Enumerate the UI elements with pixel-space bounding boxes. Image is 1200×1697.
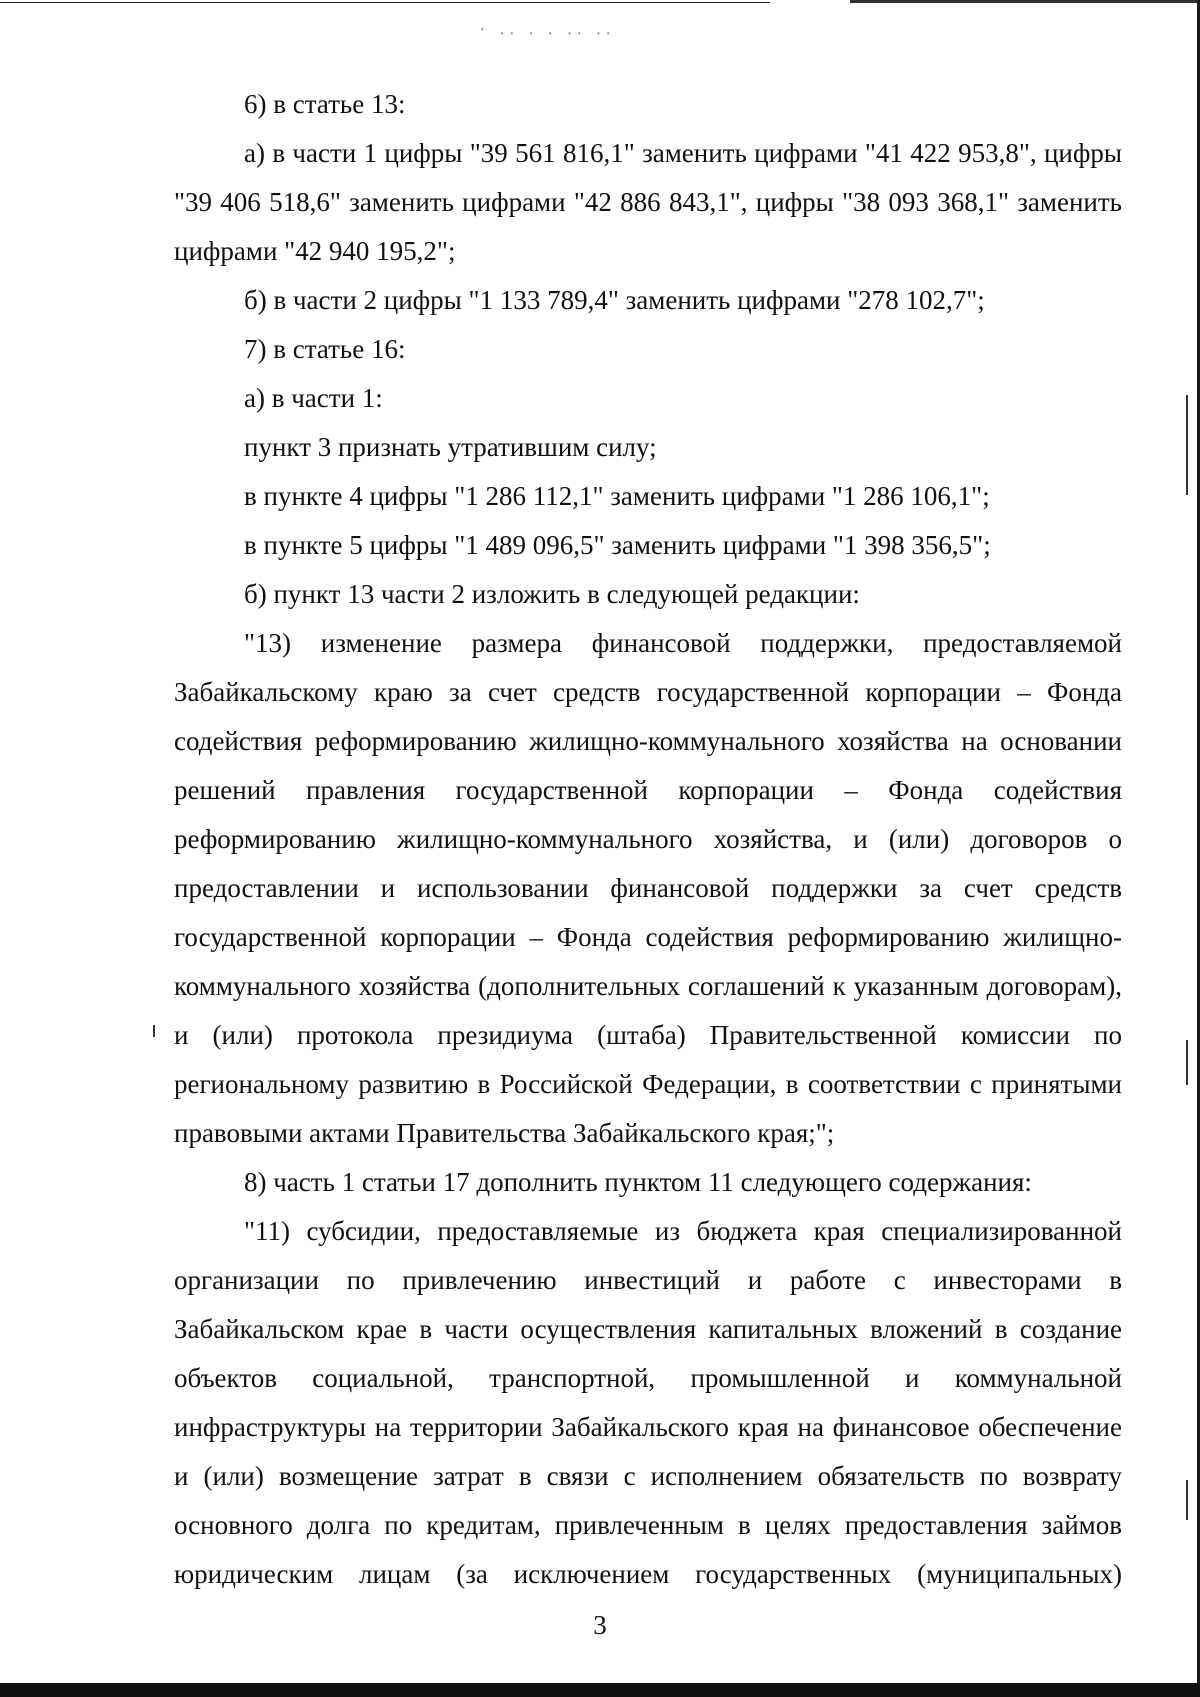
- scan-artifact-top-right-line: [850, 0, 1200, 3]
- paragraph-quote-13: "13) изменение размера финансовой поддержки, предоставляемой Забайкальскому краю за счет средств государственной корпорации – Фонда содействия реформированию жилищно-коммунального хозяйства на основании решений правления государственной корпорации – Фонда содействия реформированию жилищно-коммунального хозяйства, и (или) договоров о предоставлении и использовании финансовой поддержки за счет средств государственной корпорации – Фонда содействия реформированию жилищно-коммунального хозяйства (дополнительных соглашений к указанным договорам), и (или) протокола президиума (штаба) Правительственной комиссии по региональному развитию в Российской Федерации, в соответствии с принятыми правовыми актами Правительства Забайкальского края;";: [174, 628, 1122, 1148]
- scan-artifact-top-marks: ‘ ⸳⸳ ⸳ ⸳ ⸳⸳ ⸳⸳: [480, 25, 617, 40]
- paragraph-item-6b: б) в части 2 цифры "1 133 789,4" заменить цифрами "278 102,7";: [244, 285, 985, 315]
- page-number: 3: [593, 1610, 607, 1640]
- document-page: [174, 80, 1122, 1599]
- paragraph-point-4: в пункте 4 цифры "1 286 112,1" заменить цифрами "1 286 106,1";: [244, 481, 990, 511]
- paragraph-item-6a: а) в части 1 цифры "39 561 816,1" заменить цифрами "41 422 953,8", цифры "39 406 518,6" заменить цифрами "42 886 843,1", цифры "38 093 368,1" заменить цифрами "42 940 195,2";: [174, 138, 1122, 266]
- paragraph-item-8: 8) часть 1 статьи 17 дополнить пунктом 11 следующего содержания:: [244, 1167, 1032, 1197]
- paragraph-quote-11: "11) субсидии, предоставляемые из бюджета края специализированной организации по привлечению инвестиций и работе с инвесторами в Забайкальском крае в части осуществления капитальных вложений в создание объектов социальной, транспортной, промышленной и коммунальной инфраструктуры на территории Забайкальского края на финансовое обеспечение и (или) возмещение затрат в связи с исполнением обязательств по возврату основного долга по кредитам, привлеченным в целях предоставления займов юридическим лицам (за исключением государственных (муниципальных): [174, 1216, 1122, 1589]
- scan-artifact-right-tick: [1186, 395, 1188, 495]
- paragraph-item-7: 7) в статье 16:: [244, 334, 406, 364]
- paragraph-item-6: 6) в статье 13:: [244, 89, 406, 119]
- paragraph-point-3: пункт 3 признать утратившим силу;: [244, 432, 657, 462]
- scan-artifact-right-tick: [1186, 1480, 1188, 1520]
- scan-artifact-right-tick: [1186, 1040, 1188, 1085]
- scan-artifact-bottom-edge: [0, 1683, 1200, 1697]
- scan-artifact-left-tick: [153, 1025, 155, 1037]
- paragraph-point-5: в пункте 5 цифры "1 489 096,5" заменить цифрами "1 398 356,5";: [244, 530, 991, 560]
- paragraph-item-7b: б) пункт 13 части 2 изложить в следующей редакции:: [244, 579, 860, 609]
- paragraph-item-7a: а) в части 1:: [244, 383, 383, 413]
- scan-artifact-top-line: [0, 2, 770, 3]
